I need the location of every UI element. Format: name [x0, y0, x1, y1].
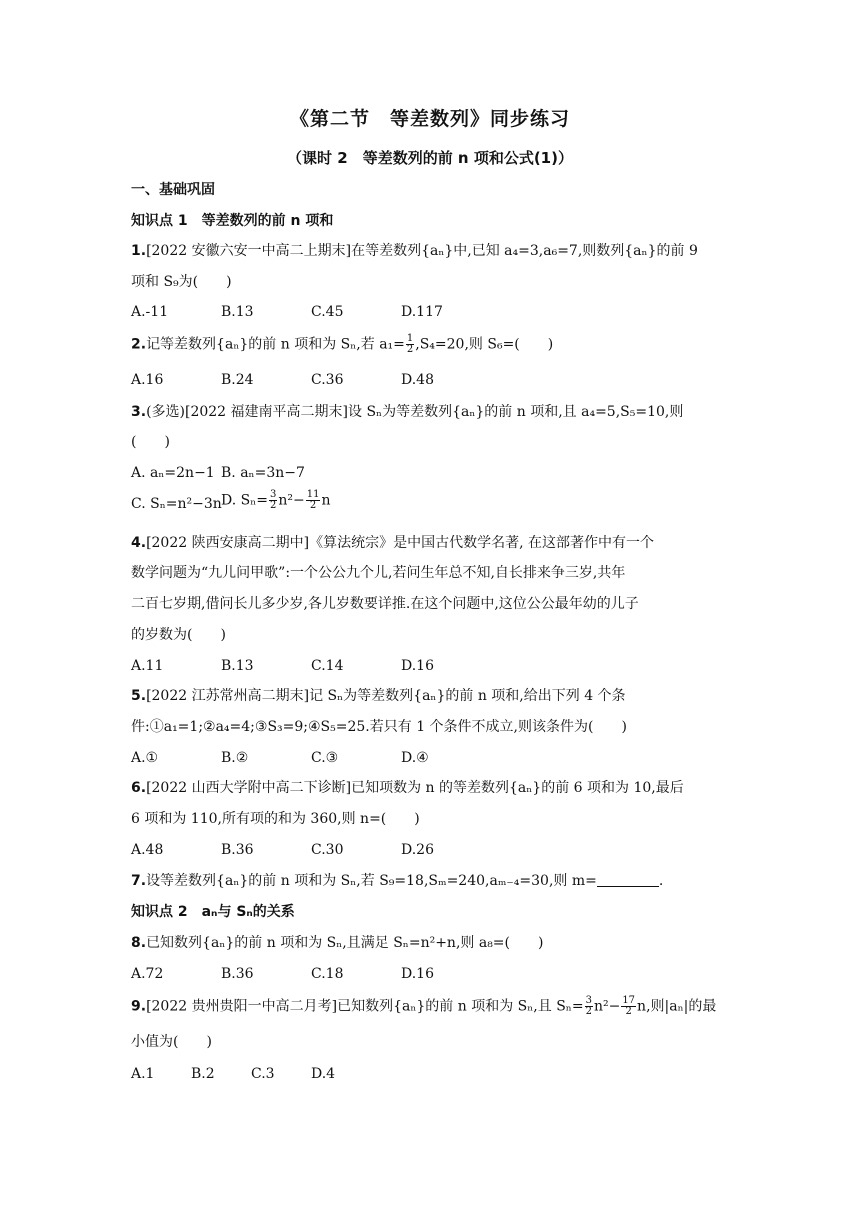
option-b: B.36	[221, 966, 254, 982]
option-c: C.14	[311, 658, 344, 674]
fraction	[306, 490, 321, 511]
question-5-line-1	[131, 686, 626, 706]
fraction-denominator: 2	[585, 1006, 592, 1017]
option-a: A.72	[131, 966, 164, 982]
question-text: [2022 安徽六安一中高二上期末]在等差数列{aₙ}中,已知 a₄=3,a₆=7,则数列{aₙ}的前 9	[146, 243, 698, 259]
option-d: D.4	[311, 1066, 336, 1082]
question-text-suffix: n,则|aₙ|的最	[637, 998, 717, 1015]
section-heading: 一、基础巩固	[131, 182, 215, 198]
question-number: 3.	[131, 404, 147, 420]
option-c: C.30	[311, 842, 344, 858]
option-a: A.1	[131, 1066, 155, 1082]
option-c: C.45	[311, 304, 344, 320]
question-8-line-1	[131, 933, 543, 953]
question-6-line-2: 6 项和为 110,所有项的和为 360,则 n=( )	[131, 811, 420, 827]
fraction	[269, 490, 277, 511]
fraction-denominator: 2	[406, 344, 414, 355]
question-4-line-3: 二百七岁期,借问长儿多少岁,各儿岁数要详推.在这个问题中,这位公公最年幼的儿子	[131, 596, 639, 612]
fraction-denominator: 2	[309, 500, 317, 511]
option-b: B.13	[221, 658, 254, 674]
question-number: 4.	[131, 535, 147, 551]
question-9-line-2: 小值为( )	[131, 1034, 212, 1050]
question-number: 8.	[131, 935, 147, 951]
question-5-line-2: 件:①a₁=1;②a₄=4;③S₃=9;④S₅=25.若只有 1 个条件不成立,则该条件为( )	[131, 719, 627, 735]
option-b: B.②	[221, 750, 249, 766]
page-title: 《第二节 等差数列》同步练习	[289, 108, 570, 130]
question-3-line-1	[131, 402, 683, 422]
question-4-line-1	[131, 533, 654, 553]
question-text-prefix: 记等差数列{aₙ}的前 n 项和为 Sₙ,若 a₁=	[146, 336, 405, 353]
option-a: A.11	[131, 658, 164, 674]
option-d: D.26	[401, 842, 434, 858]
option-a: A.48	[131, 842, 164, 858]
question-text: 设等差数列{aₙ}的前 n 项和为 Sₙ,若 S₉=18,Sₘ=240,aₘ₋₄=30,则 m=	[146, 873, 597, 889]
question-text: [2022 江苏常州高二期末]记 Sₙ为等差数列{aₙ}的前 n 项和,给出下列 4 个条	[146, 688, 626, 704]
question-2-line-1	[131, 334, 553, 355]
question-text: 已知数列{aₙ}的前 n 项和为 Sₙ,且满足 Sₙ=n²+n,则 a₈=( )	[146, 935, 544, 951]
question-4-line-2: 数学问题为“九儿问甲歌”:一个公公九个儿,若问生年总不知,自长排来争三岁,共年	[131, 565, 626, 581]
option-b: B.36	[221, 842, 254, 858]
question-end: .	[658, 873, 664, 889]
option-d: D.16	[401, 966, 434, 982]
question-1-line-1	[131, 241, 698, 261]
question-3-line-2: ( )	[131, 434, 170, 450]
fraction-numerator: 17	[622, 995, 636, 1006]
knowledge-point-2: 知识点 2 aₙ与 Sₙ的关系	[131, 904, 295, 920]
option-b: B.13	[221, 304, 254, 320]
question-text: [2022 陕西安康高二期中]《算法统宗》是中国古代数学名著, 在这部著作中有一个	[146, 535, 654, 551]
question-number: 7.	[131, 873, 147, 889]
option-a: A. aₙ=2n−1	[131, 465, 215, 481]
option-b: B. aₙ=3n−7	[221, 465, 305, 481]
option-a: A.①	[131, 750, 159, 766]
question-number: 1.	[131, 243, 147, 259]
option-d	[221, 490, 331, 511]
option-d: D.48	[401, 372, 434, 388]
option-a: A.-11	[131, 304, 169, 320]
fraction-denominator: 2	[270, 500, 277, 511]
fraction-numerator: 3	[270, 489, 277, 500]
fraction-denominator: 2	[625, 1006, 632, 1017]
option-d: D.④	[401, 750, 429, 766]
option-d: D.117	[401, 304, 443, 320]
question-text-prefix: [2022 贵州贵阳一中高二月考]已知数列{aₙ}的前 n 项和为 Sₙ,且 Sₙ=	[146, 998, 584, 1015]
option-c: C.3	[251, 1066, 275, 1082]
option-d-mid: n²−	[278, 492, 305, 509]
question-number: 6.	[131, 780, 147, 796]
fraction	[585, 996, 593, 1017]
fraction-numerator: 3	[585, 995, 592, 1006]
question-text-suffix: ,S₄=20,则 S₆=( )	[415, 336, 554, 353]
option-b: B.24	[221, 372, 254, 388]
option-c: C. Sₙ=n²−3n	[131, 496, 222, 512]
knowledge-point-1: 知识点 1 等差数列的前 n 项和	[131, 213, 334, 229]
answer-blank[interactable]	[597, 872, 659, 887]
option-a: A.16	[131, 372, 164, 388]
option-d: D.16	[401, 658, 434, 674]
option-c: C.36	[311, 372, 344, 388]
question-number: 5.	[131, 688, 147, 704]
page-subtitle: （课时 2 等差数列的前 n 项和公式(1)）	[287, 149, 573, 167]
question-text: [2022 山西大学附中高二下诊断]已知项数为 n 的等差数列{aₙ}的前 6 项和为 10,最后	[146, 780, 684, 796]
question-4-line-4: 的岁数为( )	[131, 627, 226, 643]
question-text-mid: n²−	[593, 998, 621, 1015]
question-6-line-1	[131, 778, 684, 798]
fraction	[406, 334, 414, 355]
option-d-prefix: D. Sₙ=	[221, 492, 269, 509]
question-7-line-1	[131, 871, 663, 891]
question-1-line-2: 项和 S₉为( )	[131, 274, 232, 290]
option-b: B.2	[191, 1066, 215, 1082]
option-c: C.18	[311, 966, 344, 982]
question-text: (多选)[2022 福建南平高二期末]设 Sₙ为等差数列{aₙ}的前 n 项和,且 a₄=5,S₅=10,则	[146, 404, 684, 420]
fraction-numerator: 1	[406, 333, 414, 344]
fraction-numerator: 11	[306, 489, 320, 500]
option-c: C.③	[311, 750, 339, 766]
fraction	[621, 996, 636, 1017]
question-number: 2.	[131, 336, 147, 353]
option-d-suffix: n	[321, 492, 331, 509]
question-number: 9.	[131, 998, 147, 1015]
question-9-line-1	[131, 996, 716, 1017]
